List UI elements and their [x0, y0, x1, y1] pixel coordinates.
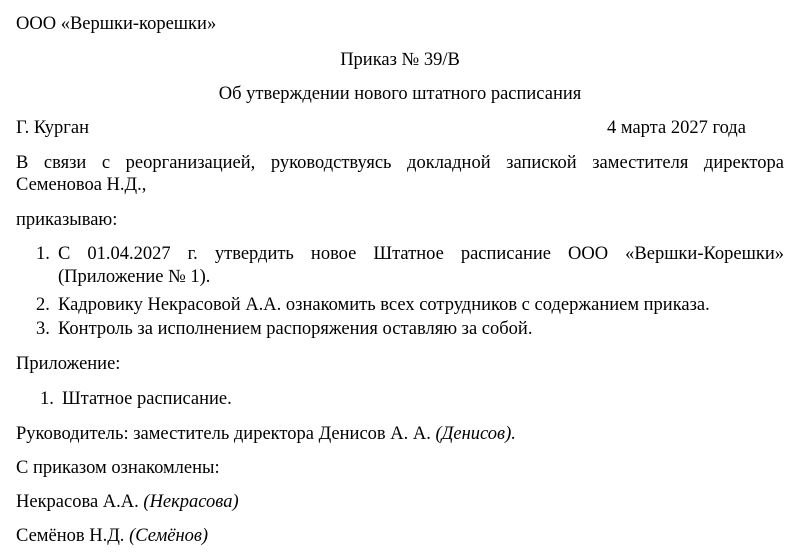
employee-name: Некрасова А.А.: [16, 492, 139, 512]
order-word: приказываю:: [16, 210, 118, 230]
attachment-label: Приложение:: [16, 354, 121, 374]
attachment-item-1: [40, 388, 232, 410]
acquainted-label: С приказом ознакомлены:: [16, 458, 220, 478]
basis-text-line-2: Семеновоа Н.Д.,: [16, 175, 147, 195]
order-item-number: 1.: [36, 244, 50, 264]
head-signature: (Денисов).: [435, 424, 516, 444]
order-title: Приказ № 39/В: [340, 50, 460, 70]
head-label: Руководитель: заместитель директора Денисов А. А.: [16, 424, 431, 444]
order-item-1: [36, 243, 58, 265]
employee-signature: (Некрасова): [143, 492, 239, 512]
employee-name: Семёнов Н.Д.: [16, 526, 125, 546]
order-item-number: 2.: [36, 295, 50, 315]
employee-signature-line: [16, 491, 239, 513]
attachment-item-number: 1.: [40, 389, 54, 409]
employee-signature-line: [16, 525, 208, 547]
order-date: 4 марта 2027 года: [607, 118, 746, 138]
attachment-item-text: Штатное расписание.: [62, 389, 232, 409]
basis-text-line-1: В связи с реорганизацией, руководствуясь докладной запиской заместителя директора: [16, 153, 784, 173]
order-item-text: Контроль за исполнением распоряжения оставляю за собой.: [58, 319, 533, 339]
order-item-2: [36, 294, 710, 316]
order-subject: Об утверждении нового штатного расписания: [218, 84, 582, 104]
head-signature-line: [16, 423, 516, 445]
order-item-number: 3.: [36, 319, 50, 339]
order-item-1-line-2: (Приложение № 1).: [58, 267, 211, 287]
order-item-1-line-1: С 01.04.2027 г. утвердить новое Штатное расписание ООО «Вершки-Корешки»: [58, 244, 784, 264]
organization-name: ООО «Вершки-корешки»: [16, 14, 217, 34]
employee-signature: (Семёнов): [129, 526, 209, 546]
city: Г. Курган: [16, 118, 90, 138]
order-item-3: [36, 318, 532, 340]
order-item-text: Кадровику Некрасовой А.А. ознакомить всех сотрудников с содержанием приказа.: [58, 295, 710, 315]
